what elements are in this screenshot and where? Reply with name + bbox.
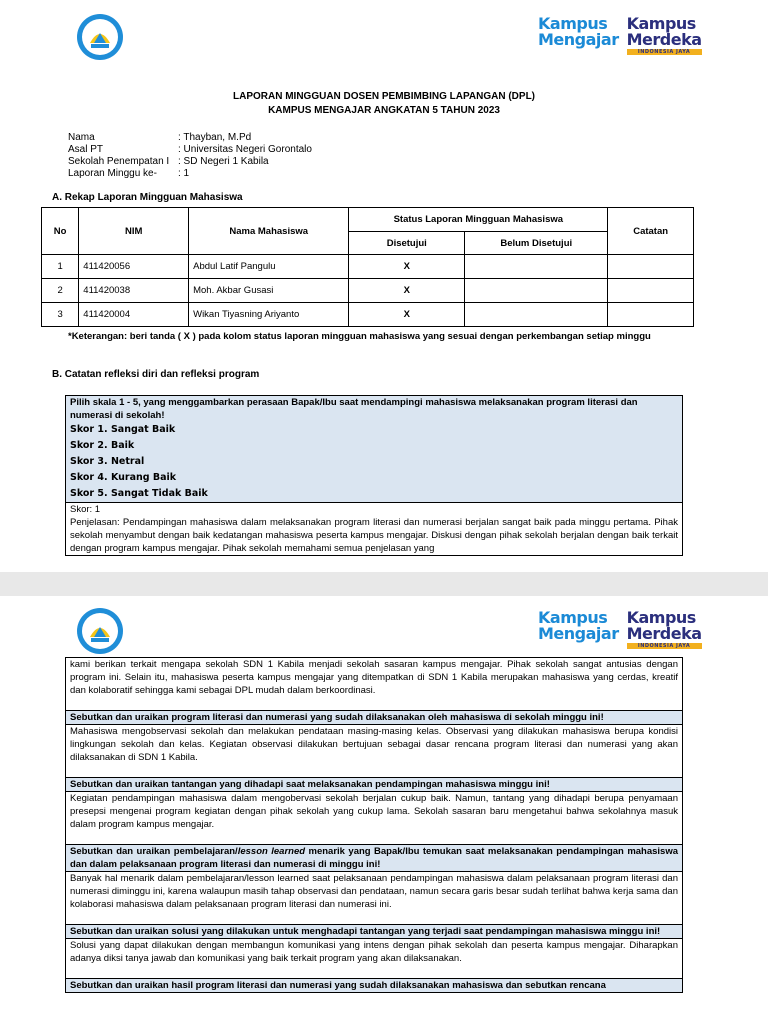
answer-program: Mahasiswa mengobservasi sekolah dan melakukan pendataan masing-masing kelas. Observasi yang dilakukan mahasiswa berupa kondisi lingkungan sekolah dan kelas. Kegiatan observasi dilakukan bertujuan sebagai dasar rencana program literasi dan numerasi yang akan dilaksanakan di SDN 1 Kabila.	[66, 724, 682, 764]
skala-question-block: Pilih skala 1 - 5, yang menggambarkan perasaan Bapak/Ibu saat mendampingi mahasiswa melaksanakan program literasi dan numerasi di sekolah! Skor 1. Sangat Baik Skor 2. Baik Skor 3. Netral Skor 4. Kurang Baik Skor 5. Sangat Tidak Baik	[66, 396, 682, 502]
reflection-box	[65, 657, 683, 993]
answer-solusi: Solusi yang dapat dilakukan dengan membangun komunikasi yang intens dengan pihak sekolah dan peserta kampus mengajar. Diharapkan adanya diksi tanya jawab dan komunikasi yang baik terkait program yang akan dilaksanakan.	[66, 938, 682, 965]
tut-wuri-handayani-emblem-icon	[76, 13, 124, 61]
question-lesson-learned: Sebutkan dan uraikan pembelajaran/lesson learned menarik yang Bapak/Ibu temukan saat melaksanakan pendampingan mahasiswa dan dalam pelaksanaan program literasi dan numerasi di minggu ini!	[66, 844, 682, 871]
table-row: 1 411420056 Abdul Latif Pangulu X	[42, 255, 694, 279]
question-hasil: Sebutkan dan uraikan hasil program literasi dan numerasi yang sudah dilaksanakan mahasiswa dan sebutkan rencana	[66, 978, 682, 992]
kampus-mengajar-logo: Kampus Mengajar	[538, 608, 619, 643]
kampus-mengajar-logo: Kampus Mengajar	[538, 14, 619, 49]
kampus-merdeka-logo: Kampus Merdeka INDONESIA JAYA	[626, 14, 702, 55]
table-row: 2 411420038 Moh. Akbar Gusasi X	[42, 279, 694, 303]
table-note: *Keterangan: beri tanda ( X ) pada kolom status laporan mingguan mahasiswa yang sesuai dengan perkembangan setiap minggu	[68, 331, 651, 342]
report-title: LAPORAN MINGGUAN DOSEN PEMBIMBING LAPANGAN (DPL) KAMPUS MENGAJAR ANGKATAN 5 TAHUN 2023	[232, 91, 536, 116]
page-separator	[0, 572, 768, 596]
document-page-2	[0, 596, 768, 1024]
rekap-table: No NIM Nama Mahasiswa Status Laporan Mingguan Mahasiswa Catatan Disetujui Belum Disetujui 1 411420056 Abdul Latif Pangulu X 2 411420038 Moh. Akbar Gusasi X 3 411420004 Wikan Tiyasning Ariyanto X	[41, 207, 694, 327]
answer-lesson-learned: Banyak hal menarik dalam pembelajaran/lesson learned saat pelaksanaan pendampingan mahasiswa dalam pelaksanaan program literasi dan numerasi diminggu ini, karena walaupun masih tahap observasi dan pendataan, namun secara garis besar sudah terlihat bahwa kerja sama dan kolaborasi mahasiswa dalam pelaksanaan program literasi dan numerasi ini.	[66, 871, 682, 911]
skala-answer: Skor: 1 Penjelasan: Pendampingan mahasiswa dalam melaksanakan program literasi dan numerasi berjalan sangat baik pada minggu pertama. Pihak sekolah menyambut dengan baik kedatangan mahasiswa peserta kampus mengajar. Diskusi dengan pihak sekolah berjalan dengan baik terkait dengan program kampus mengajar. Pihak sekolah memahami semua penjelasan yang	[66, 502, 682, 555]
question-solusi: Sebutkan dan uraikan solusi yang dilakukan untuk menghadapi tantangan yang terjadi saat pendampingan mahasiswa minggu ini!	[66, 924, 682, 938]
answer-tantangan: Kegiatan pendampingan mahasiswa dalam mengobervasi sekolah berjalan cukup baik. Namun, tantang yang dihadapi berupa penyamaan presepsi mengenai program kegiatan dengan pihak sekolah yang cukup lama. Sekolah sasaran baru mengetahui bahwa sekolahnya masuk dalam program kampus mengajar.	[66, 791, 682, 831]
dpl-info: Nama : Thayban, M.Pd Asal PT : Universitas Negeri Gorontalo Sekolah Penempatan I : SD Negeri 1 Kabila Laporan Minggu ke- : 1	[68, 132, 312, 179]
tut-wuri-handayani-emblem-icon	[76, 607, 124, 655]
table-row: 3 411420004 Wikan Tiyasning Ariyanto X	[42, 303, 694, 327]
question-tantangan: Sebutkan dan uraikan tantangan yang dihadapi saat melaksanakan pendampingan mahasiswa minggu ini!	[66, 777, 682, 791]
kampus-logos	[538, 16, 702, 55]
section-b-heading: B. Catatan refleksi diri dan refleksi program	[52, 369, 260, 380]
continued-answer: kami berikan terkait mengapa sekolah SDN 1 Kabila menjadi sekolah sasaran kampus mengajar. Pihak sekolah sangat antusias dengan program ini. Selain itu, mahasiswa peserta kampus mengajar yang ditempatkan di SDN 1 Kabila merupakan mahasiswa yang cerdas, kreatif dan kolaboratif sehingga kami sebagai DPL mudah dalam berkoordinasi.	[66, 658, 682, 697]
skala-box	[65, 395, 683, 556]
kampus-logos	[538, 610, 702, 649]
section-a-heading: A. Rekap Laporan Mingguan Mahasiswa	[52, 192, 243, 203]
kampus-merdeka-logo: Kampus Merdeka INDONESIA JAYA	[626, 608, 702, 649]
question-program: Sebutkan dan uraikan program literasi dan numerasi yang sudah dilaksanakan oleh mahasiswa di sekolah minggu ini!	[66, 710, 682, 724]
